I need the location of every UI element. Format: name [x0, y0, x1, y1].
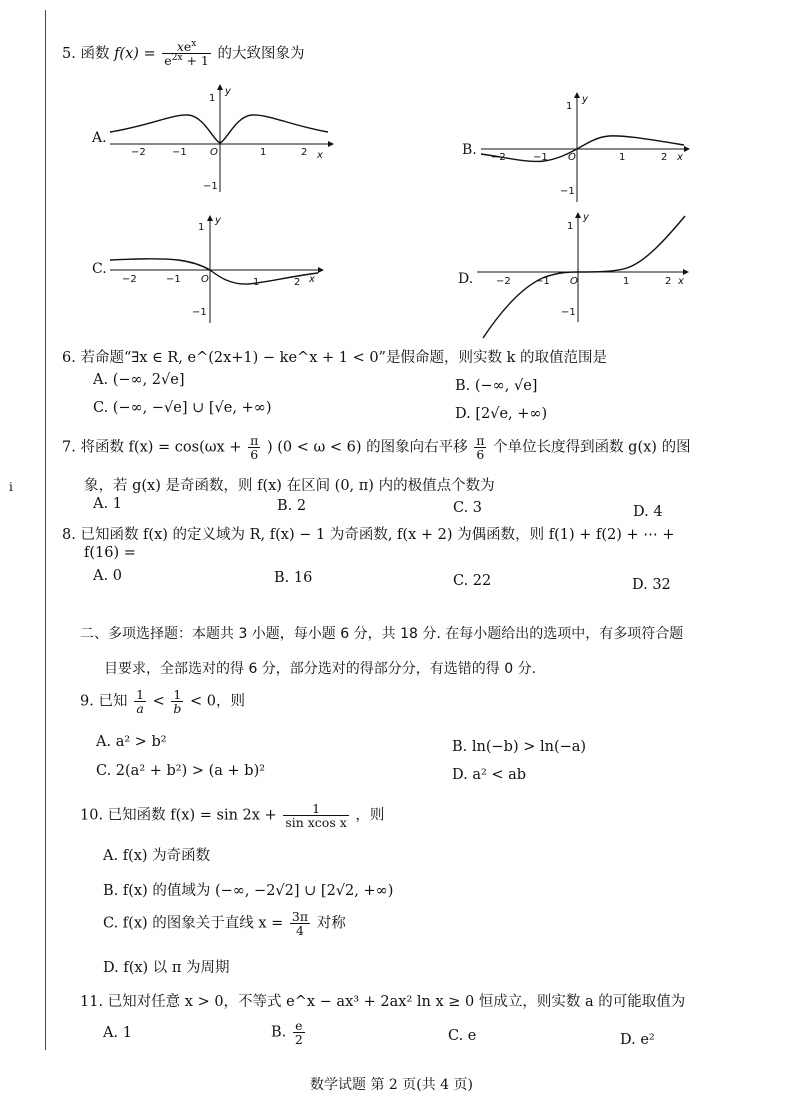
curve-d — [483, 216, 685, 338]
section-2-heading-line1: 二、多项选择题：本题共 3 小题，每小题 6 分，共 18 分. 在每小题给出的选项中，有多项符合题 — [80, 626, 684, 642]
svg-text:O: O — [568, 152, 576, 163]
option-b-label: B. — [462, 142, 477, 158]
svg-text:−1: −1 — [166, 274, 181, 285]
option-c-label: C. — [92, 261, 107, 277]
q6-option-c: C. (−∞, −√e] ∪ [√e, +∞) — [93, 400, 272, 416]
q6-option-b: B. (−∞, √e] — [455, 378, 538, 394]
svg-text:−1: −1 — [172, 147, 187, 158]
fraction: $\frac{e}{2}$ — [294, 1018, 303, 1048]
margin-mark: i — [9, 480, 13, 494]
q8-option-a: A. 0 — [93, 568, 122, 584]
q9-option-c: C. 2(a² + b²) > (a + b)² — [96, 763, 266, 779]
svg-text:1: 1 — [566, 101, 573, 112]
q9-option-a: A. a² > b² — [96, 734, 167, 750]
fraction: $\frac{\pi}{6}$ — [250, 433, 259, 463]
question-7-line1: 7. 将函数 f(x) = cos(ωx + $\frac{\pi}{6}$ ) (0 < ω < 6) 的图象向右平移 $\frac{\pi}{6}$ 个单位长度得到函数 g(x) 的图 — [62, 433, 691, 463]
svg-text:−1: −1 — [192, 307, 207, 318]
graph-d — [475, 210, 695, 344]
svg-text:O: O — [210, 147, 218, 158]
graph-b — [479, 90, 694, 214]
fraction: $\frac{\pi}{6}$ — [476, 433, 485, 463]
svg-text:1: 1 — [567, 221, 574, 232]
q7-option-b: B. 2 — [277, 498, 307, 514]
svg-text:−1: −1 — [203, 181, 218, 192]
x-label: x — [678, 276, 684, 287]
curve-c — [110, 259, 318, 284]
q11-option-d: D. e² — [620, 1032, 655, 1048]
x-label: x — [677, 152, 683, 163]
svg-text:O: O — [570, 276, 578, 287]
q8-option-d: D. 32 — [632, 577, 671, 593]
svg-text:1: 1 — [198, 222, 205, 233]
section-2-heading-line2: 目要求，全部选对的得 6 分，部分选对的得部分分，有选错的得 0 分. — [104, 661, 537, 677]
question-8-line1: 8. 已知函数 f(x) 的定义域为 R, f(x) − 1 为奇函数, f(x + 2) 为偶函数，则 f(1) + f(2) + ⋯ + — [62, 527, 675, 543]
q6-option-d: D. [2√e, +∞) — [455, 406, 548, 422]
q10-option-a: A. f(x) 为奇函数 — [103, 848, 211, 864]
question-9-stem: 9. 已知 $\frac{1}{a}$ < $\frac{1}{b}$ < 0，则 — [80, 687, 245, 717]
x-label: x — [317, 150, 323, 161]
q11-option-b: B. $\frac{e}{2}$ — [271, 1018, 303, 1048]
q10-option-b: B. f(x) 的值域为 (−∞, −2√2] ∪ [2√2, +∞) — [103, 883, 394, 899]
q11-option-a: A. 1 — [103, 1025, 132, 1041]
question-10-stem: 10. 已知函数 f(x) = sin 2x + $\frac{1}{\text{sin xcos x}}$ ，则 — [80, 801, 385, 831]
svg-text:2: 2 — [661, 152, 668, 163]
option-d-label: D. — [458, 271, 474, 287]
q6-option-a: A. (−∞, 2√e] — [93, 372, 185, 388]
svg-text:2: 2 — [301, 147, 308, 158]
svg-text:1: 1 — [619, 152, 626, 163]
fraction: $\frac{3\pi}{4}$ — [291, 909, 309, 939]
svg-text:O: O — [201, 274, 209, 285]
svg-text:−2: −2 — [491, 152, 506, 163]
q11-option-c: C. e — [448, 1028, 477, 1044]
option-a-label: A. — [92, 130, 107, 146]
svg-text:−2: −2 — [131, 147, 146, 158]
svg-text:2: 2 — [665, 276, 672, 287]
q9-option-b: B. ln(−b) > ln(−a) — [452, 739, 587, 755]
question-8-line2: f(16) = — [84, 545, 136, 561]
svg-text:−1: −1 — [560, 186, 575, 197]
y-label: y — [225, 86, 231, 97]
question-5-stem: 5. 函数 f(x) = $\frac{xe^x}{e^{2x} + 1}$ 的大致图象为 — [62, 39, 305, 69]
q8-option-b: B. 16 — [274, 570, 313, 586]
question-6-stem: 6. 若命题“∃x ∈ R, e^(2x+1) − ke^x + 1 < 0”是假命题，则实数 k 的取值范围是 — [62, 350, 607, 366]
svg-text:−1: −1 — [535, 276, 550, 287]
graph-c — [108, 213, 333, 332]
x-label: x — [309, 274, 315, 285]
fraction: $\frac{1}{b}$ — [173, 687, 182, 717]
q7-option-c: C. 3 — [453, 500, 483, 516]
fraction: $\frac{1}{\text{sin xcos x}}$ — [285, 801, 347, 831]
svg-text:1: 1 — [260, 147, 267, 158]
question-11-stem: 11. 已知对任意 x > 0，不等式 e^x − ax³ + 2ax² ln x ≥ 0 恒成立，则实数 a 的可能取值为 — [80, 994, 686, 1010]
curve-a — [110, 115, 328, 143]
y-label: y — [582, 94, 588, 105]
svg-text:−1: −1 — [533, 152, 548, 163]
fraction: $\frac{xe^x}{e^{2x} + 1}$ — [164, 39, 209, 69]
q8-option-c: C. 22 — [453, 573, 492, 589]
graph-a — [108, 82, 333, 206]
q10-option-c: C. f(x) 的图象关于直线 x = $\frac{3\pi}{4}$ 对称 — [103, 909, 346, 939]
svg-text:1: 1 — [623, 276, 630, 287]
svg-text:2: 2 — [294, 277, 301, 288]
q10-option-d: D. f(x) 以 π 为周期 — [103, 960, 230, 976]
page-footer: 数学试题 第 2 页(共 4 页) — [310, 1077, 473, 1093]
svg-text:−1: −1 — [561, 307, 576, 318]
q7-option-d: D. 4 — [633, 504, 663, 520]
q7-option-a: A. 1 — [93, 496, 122, 512]
svg-text:1: 1 — [253, 277, 260, 288]
svg-text:−2: −2 — [122, 274, 137, 285]
y-label: y — [215, 215, 221, 226]
margin-line — [45, 10, 46, 1050]
fraction: $\frac{1}{a}$ — [136, 687, 145, 717]
svg-text:1: 1 — [209, 93, 216, 104]
question-7-line2: 象，若 g(x) 是奇函数，则 f(x) 在区间 (0, π) 内的极值点个数为 — [84, 478, 495, 494]
q9-option-d: D. a² < ab — [452, 767, 527, 783]
svg-text:−2: −2 — [496, 276, 511, 287]
y-label: y — [583, 212, 589, 223]
